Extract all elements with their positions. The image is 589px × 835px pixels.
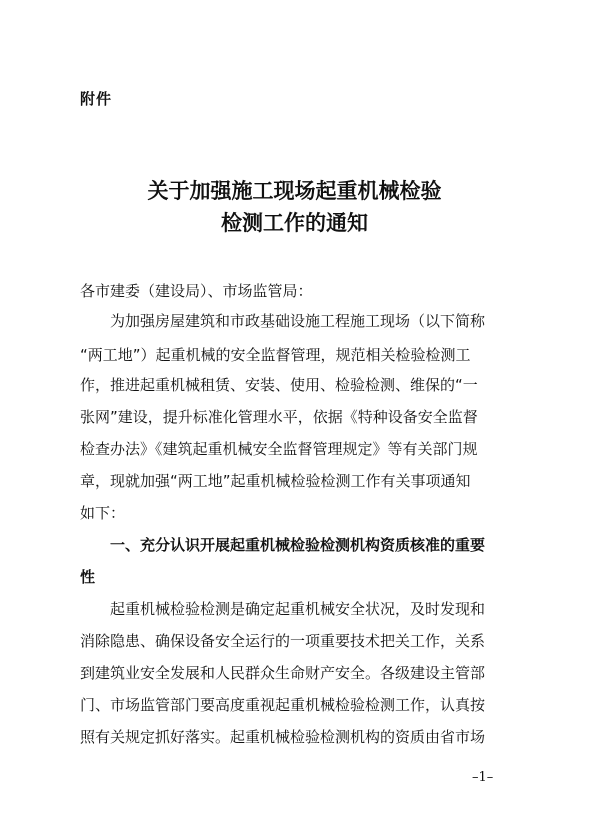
document-title-line-1: 关于加强施工现场起重机械检验 (147, 178, 442, 203)
section-1-heading-line-1: 一、充分认识开展起重机械检验检测机构资质核准的重要 (110, 536, 486, 554)
salutation: 各市建委（建设局）、市场监管局： (80, 282, 313, 300)
paragraph-1-line-4: 张网”建设，提升标准化管理水平，依据《特种设备安全监督 (80, 408, 478, 426)
paragraph-1-line-3: 作，推进起重机械租赁、安装、使用、检验检测、维保的“一 (80, 376, 478, 394)
paragraph-2-line-4: 门、市场监管部门要高度重视起重机械检验检测工作，认真按 (80, 696, 486, 714)
paragraph-2-line-5: 照有关规定抓好落实。起重机械检验检测机构的资质由省市场 (80, 728, 486, 746)
page-number: –1– (472, 770, 494, 785)
paragraph-1-line-5: 检查办法》《建筑起重机械安全监督管理规定》等有关部门规 (80, 440, 478, 458)
document-title-line-2: 检测工作的通知 (221, 210, 368, 235)
paragraph-2-line-3: 到建筑业安全发展和人民群众生命财产安全。各级建设主管部 (80, 664, 486, 682)
section-1-heading-line-2: 性 (80, 568, 96, 586)
paragraph-1-line-7: 如下： (80, 504, 126, 522)
attachment-label: 附件 (80, 90, 113, 108)
paragraph-1-line-1: 为加强房屋建筑和市政基础设施工程施工现场（以下简称 (110, 312, 486, 330)
paragraph-2-line-2: 消除隐患、确保设备安全运行的一项重要技术把关工作，关系 (80, 632, 486, 650)
paragraph-2-line-1: 起重机械检验检测是确定起重机械安全状况，及时发现和 (110, 600, 486, 618)
paragraph-1-line-6: 章，现就加强“两工地”起重机械检验检测工作有关事项通知 (80, 472, 471, 490)
paragraph-1-line-2: “两工地”）起重机械的安全监督管理，规范相关检验检测工 (80, 346, 471, 364)
